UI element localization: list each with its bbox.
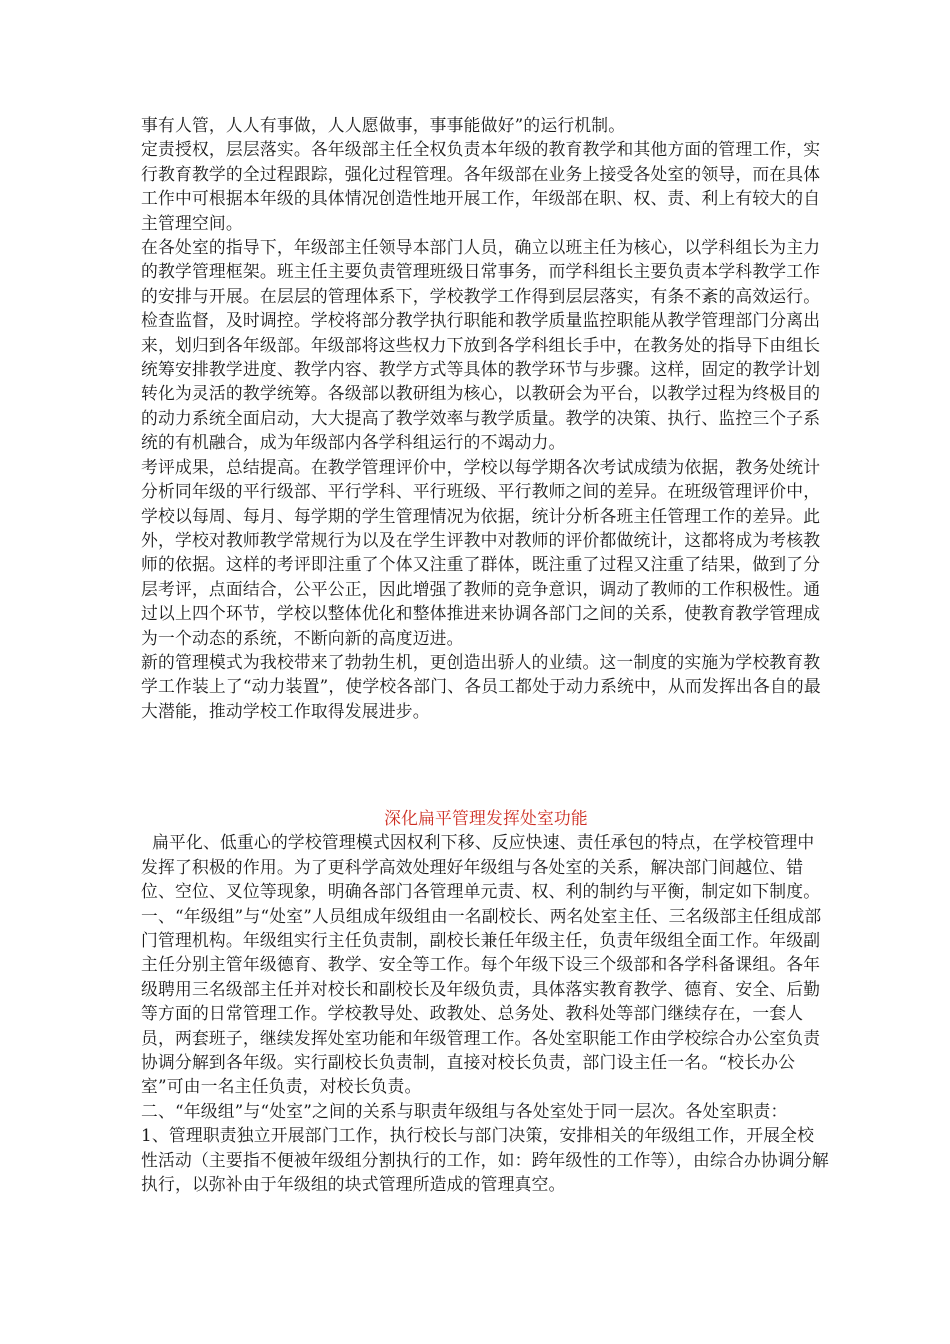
paragraph: 二、“年级组”与“处室”之间的关系与职责年级组与各处室处于同一层次。各处室职责：	[141, 1100, 788, 1121]
paragraph: 考评成果，总结提高。在教学管理评价中，学校以每学期各次考试成绩为依据，教务处统计分析同年级的平行级部、平行学科、平行班级、平行教师之间的差异。在班级管理评价中，学校以每周、每月、每学期的学生管理情况为依据，统计分析各班主任管理工作的差异。此外，学校对教师教学常规行为以及在学生评教中对教师的评价都做统计，这都将成为考核教师的依据。这样的考评即注重了个体又注重了群体，既注重了过程又注重了结果，做到了分层考评，点面结合，公平公正，因此增强了教师的竞争意识，调动了教师的工作积极性。通过以上四个环节，学校以整体优化和整体推进来协调各部门之间的关系，使教育教学管理成为一个动态的系统，不断向新的高度迈进。	[141, 456, 821, 648]
paragraph: 扁平化、低重心的学校管理模式因权利下移、反应快速、责任承包的特点，在学校管理中发挥了积极的作用。为了更科学高效处理好年级组与各处室的关系，解决部门间越位、错位、空位、叉位等现象，明确各部门各管理单元责、权、利的制约与平衡，制定如下制度。	[141, 832, 821, 902]
section-title: 深化扁平管理发挥处室功能	[384, 808, 588, 828]
paragraph: 一、“年级组”与“处室”人员组成年级组由一名副校长、两名处室主任、三名级部主任组成部门管理机构。年级组实行主任负责制，副校长兼任年级主任，负责年级组全面工作。年级副主任分别主管年级德育、教学、安全等工作。每个年级下设三个级部和各学科备课组。各年级聘用三名级部主任并对校长和副校长及年级负责，具体落实教育教学、德育、安全、后勤等方面的日常管理工作。学校教导处、政教处、总务处、教科处等部门继续存在，一套人员，两套班子，继续发挥处室功能和年级管理工作。各处室职能工作由学校综合办公室负责协调分解到各年级。实行副校长负责制，直接对校长负责，部门设主任一名。“校长办公室”可由一名主任负责，对校长负责。	[141, 905, 822, 1097]
paragraph: 事有人管，人人有事做，人人愿做事，事事能做好”的运行机制。	[141, 115, 626, 135]
paragraph: 新的管理模式为我校带来了勃勃生机，更创造出骄人的业绩。这一制度的实施为学校教育教学工作装上了“动力装置”，使学校各部门、各员工都处于动力系统中，从而发挥出各自的最大潜能，推动学校工作取得发展进步。	[141, 651, 821, 721]
part1-body	[141, 113, 831, 723]
paragraph: 定责授权，层层落实。各年级部主任全权负责本年级的教育教学和其他方面的管理工作，实行教育教学的全过程跟踪，强化过程管理。各年级部在业务上接受各处室的领导，而在具体工作中可根据本年级的具体情况创造性地开展工作，年级部在职、权、责、利上有较大的自主管理空间。	[141, 139, 821, 233]
paragraph: 在各处室的指导下，年级部主任领导本部门人员，确立以班主任为核心，以学科组长为主力的教学管理框架。班主任主要负责管理班级日常事务，而学科组长主要负责本学科教学工作的安排与开展。在层层的管理体系下，学校教学工作得到层层落实，有条不紊的高效运行。检查监督，及时调控。学校将部分教学执行职能和教学质量监控职能从教学管理部门分离出来，划归到各年级部。年级部将这些权力下放到各学科组长手中，在教务处的指导下由组长统筹安排教学进度、教学内容、教学方式等具体的教学环节与步骤。这样，固定的教学计划转化为灵活的教学统筹。各级部以教研组为核心，以教研会为平台，以教学过程为终极目的的动力系统全面启动，大大提高了教学效率与教学质量。教学的决策、执行、监控三个子系统的有机融合，成为年级部内各学科组运行的不竭动力。	[141, 237, 821, 453]
paragraph: 1、管理职责独立开展部门工作，执行校长与部门决策，安排相关的年级组工作，开展全校性活动（主要指不便被年级组分割执行的工作，如：跨年级性的工作等），由综合办协调分解执行，以弥补由于年级组的块式管理所造成的管理真空。	[141, 1125, 829, 1195]
part2-body	[141, 806, 831, 1197]
